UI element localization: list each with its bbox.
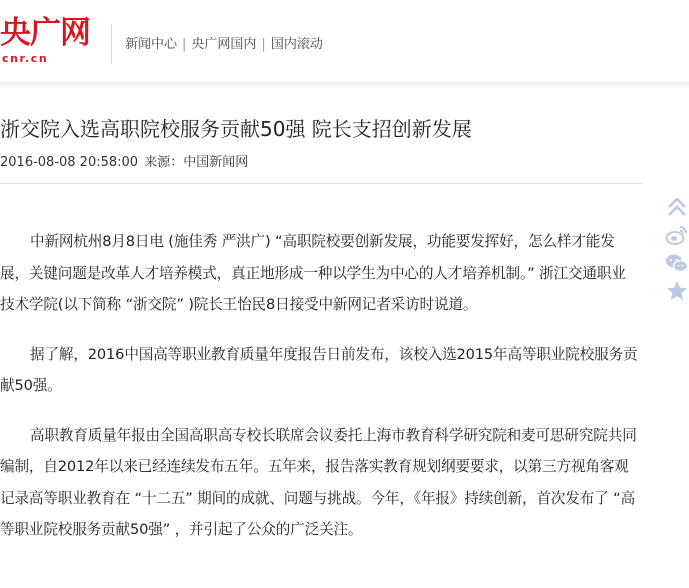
breadcrumb-item-news-center[interactable]: 新闻中心 xyxy=(125,37,178,52)
article-paragraph: 高职教育质量年报由全国高职高专校长联席会议委托上海市教育科学研究院和麦可思研究院共同编制，自2012年以来已经连续发布五年。五年来，报告落实教育规划纲要要求，以第三方视角客观记录高等职业教育在 “十二五” 期间的成就、问题与挑战。今年，《年报》持续创新，首次发布了 “高等职业院校服务贡献50强” ，并引起了公众的广泛关注。 xyxy=(0,426,637,538)
breadcrumb xyxy=(125,36,323,54)
article-paragraph: 据了解，2016中国高等职业教育质量年度报告日前发布，该校入选2015年高等职业院校服务贡献50强。 xyxy=(0,345,638,394)
breadcrumb-separator: | xyxy=(182,37,187,52)
header-shadow xyxy=(0,82,689,88)
article-paragraph: 中新网杭州8月8日电 (施佳秀 严洪广) “高职院校要创新发展，功能要发挥好，怎么样才能发展，关键问题是改革人才培养模式，真正地形成一种以学生为中心的人才培养机制。” 浙江交通职业技术学院(以下简称 “浙交院” )院长王怡民8日接受中新网记者采访时说道。 xyxy=(0,233,626,313)
article-body xyxy=(0,226,640,564)
site-logo[interactable] xyxy=(0,14,110,66)
article-source: 中国新闻网 xyxy=(183,155,249,170)
weibo-icon[interactable] xyxy=(665,223,689,247)
article-datetime: 2016-08-08 20:58:00 xyxy=(0,155,139,170)
favorite-star-icon[interactable] xyxy=(665,279,689,303)
logo-domain: cnr.cn xyxy=(2,52,49,65)
article-title: 浙交院入选高职院校服务贡献50强 院长支招创新发展 xyxy=(0,117,472,141)
share-toolbar xyxy=(665,195,689,307)
article-source-label: 来源： xyxy=(144,155,184,170)
breadcrumb-item-domestic-rolling[interactable]: 国内滚动 xyxy=(270,37,323,52)
breadcrumb-item-domestic[interactable]: 央广网国内 xyxy=(191,37,257,52)
site-header xyxy=(0,0,689,82)
logo-divider xyxy=(111,24,112,64)
breadcrumb-separator: | xyxy=(261,37,266,52)
meta-divider xyxy=(0,183,642,184)
back-to-top-icon[interactable] xyxy=(665,195,689,219)
wechat-icon[interactable] xyxy=(665,251,689,275)
article-meta xyxy=(0,154,248,172)
logo-text: 央广网 xyxy=(0,15,90,51)
